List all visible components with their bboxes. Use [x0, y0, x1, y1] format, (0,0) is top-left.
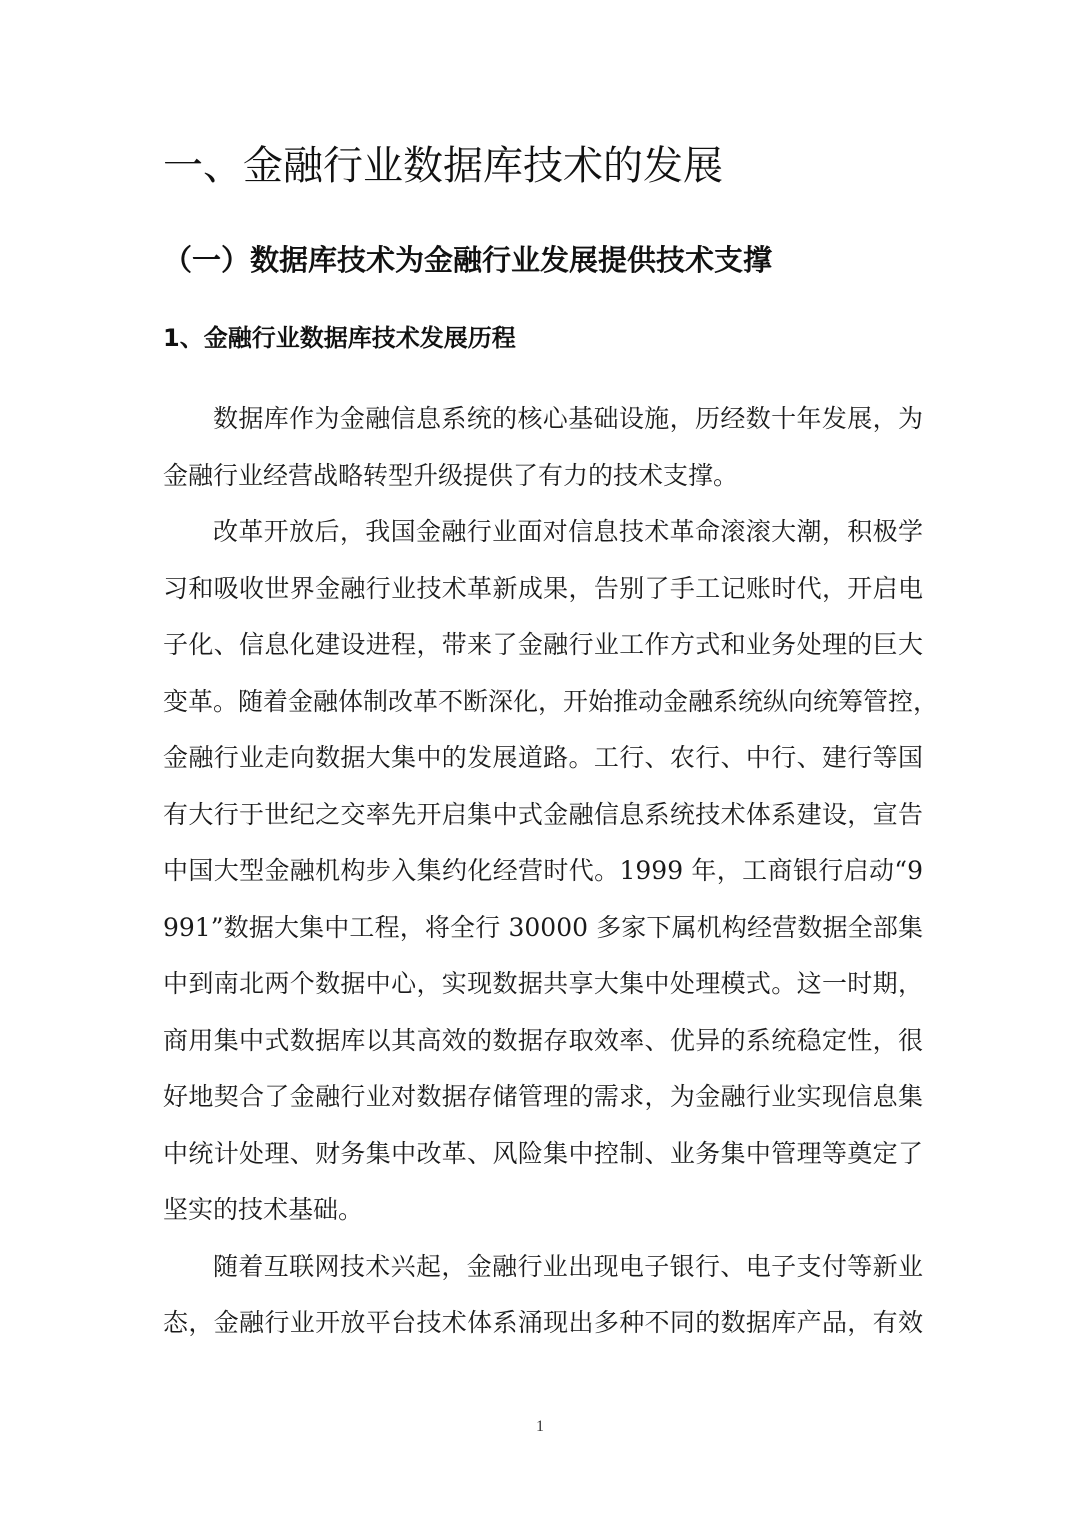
paragraph-line: 中国大型金融机构步入集约化经营时代。1999 年，工商银行启动“9 [163, 856, 923, 885]
paragraph-line: 好地契合了金融行业对数据存储管理的需求，为金融行业实现信息集 [163, 1082, 923, 1111]
paragraph-line: 习和吸收世界金融行业技术革新成果，告别了手工记账时代，开启电 [163, 573, 923, 603]
section-heading: 一、金融行业数据库技术的发展 [163, 143, 723, 189]
paragraph-line: 改革开放后，我国金融行业面对信息技术革命滚滚大潮，积极学 [213, 517, 923, 546]
paragraph-line: 中到南北两个数据中心，实现数据共享大集中处理模式。这一时期， [163, 969, 923, 998]
subsection-heading: （一）数据库技术为金融行业发展提供技术支撑 [163, 243, 773, 277]
paragraph-line: 有大行于世纪之交率先开启集中式金融信息系统技术体系建设，宣告 [163, 799, 923, 829]
paragraph-line: 金融行业走向数据大集中的发展道路。工行、农行、中行、建行等国 [163, 743, 923, 772]
subsubsection-heading: 1、金融行业数据库技术发展历程 [163, 324, 516, 352]
paragraph-line: 金融行业经营战略转型升级提供了有力的技术支撑。 [163, 460, 739, 490]
paragraph-line: 变革。随着金融体制改革不断深化，开始推动金融系统纵向统筹管控， [163, 686, 939, 716]
body-text [163, 391, 939, 1352]
paragraph-line: 数据库作为金融信息系统的核心基础设施，历经数十年发展，为 [213, 404, 923, 433]
paragraph-line: 坚实的技术基础。 [163, 1195, 364, 1224]
page-number: 1 [536, 1418, 544, 1435]
paragraph-line: 商用集中式数据库以其高效的数据存取效率、优异的系统稳定性，很 [163, 1025, 923, 1055]
paragraph-line: 中统计处理、财务集中改革、风险集中控制、业务集中管理等奠定了 [163, 1138, 923, 1168]
paragraph-line: 态，金融行业开放平台技术体系涌现出多种不同的数据库产品，有效 [163, 1308, 923, 1337]
paragraph-line: 991”数据大集中工程，将全行 30000 多家下属机构经营数据全部集 [163, 912, 923, 942]
paragraph-line: 子化、信息化建设进程，带来了金融行业工作方式和业务处理的巨大 [163, 630, 923, 659]
paragraph-line: 随着互联网技术兴起，金融行业出现电子银行、电子支付等新业 [213, 1251, 923, 1281]
